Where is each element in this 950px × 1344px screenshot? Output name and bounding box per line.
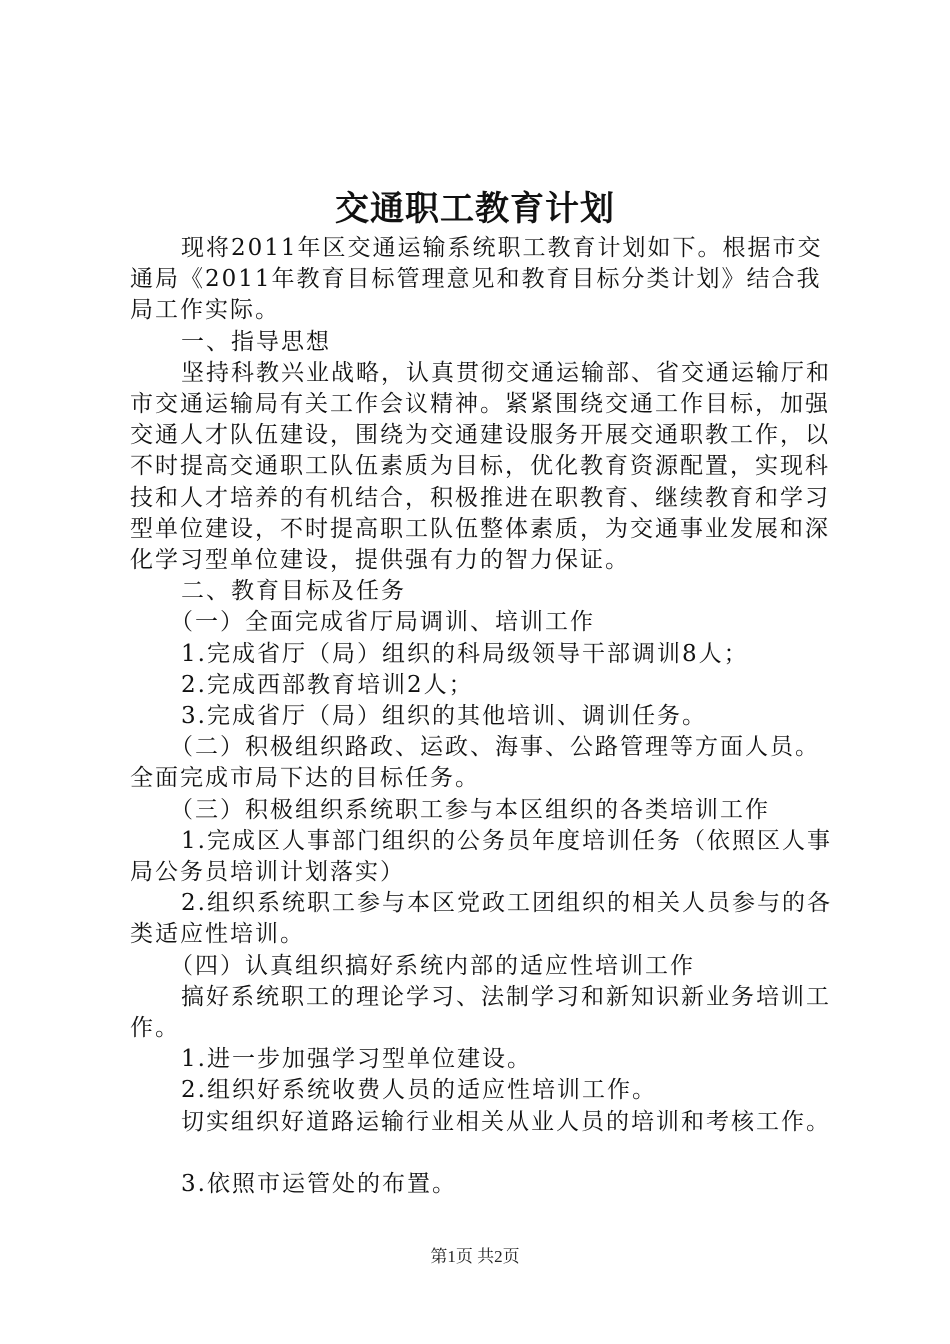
list-item: 2.组织好系统收费人员的适应性培训工作。	[181, 1077, 657, 1104]
list-item: 2.组织系统职工参与本区党政工团组织的相关人员参与的各类适应性培训。	[130, 890, 832, 948]
guiding-thought-paragraph: 坚持科教兴业战略，认真贯彻交通运输部、省交通运输厅和市交通运输局有关工作会议精神。紧紧围绕交通工作目标，加强交通人才队伍建设，围绕为交通建设服务开展交通职教工作，以不时提高交通职工队伍素质为目标，优化教育资源配置，实现科技和人才培养的有机结合，积极推进在职教育、继续教育和学习型单位建设，不时提高职工队伍整体素质，为交通事业发展和深化学习型单位建设，提供强有力的智力保证。	[130, 359, 831, 574]
list-item: 3.完成省厅（局）组织的其他培训、调训任务。	[181, 703, 707, 730]
list-item: 1.完成省厅（局）组织的科局级领导干部调训8人；	[181, 640, 749, 667]
blank-line	[130, 1138, 835, 1169]
subsection-heading-4: （四）认真组织搞好系统内部的适应性培训工作	[170, 952, 695, 979]
section-heading-1: 一、指导思想	[181, 328, 331, 355]
subsection-heading-2: （二）积极组织路政、运政、海事、公路管理等方面人员。全面完成市局下达的目标任务。	[130, 734, 820, 792]
section-heading-2: 二、教育目标及任务	[181, 578, 406, 605]
list-item: 1.完成区人事部门组织的公务员年度培训任务（依照区人事局公务员培训计划落实）	[130, 827, 832, 886]
list-item: 2.完成西部教育培训2人；	[181, 671, 474, 698]
document-body	[130, 233, 835, 1200]
intro-paragraph: 现将2011年区交通运输系统职工教育计划如下。根据市交通局《2011年教育目标管理意见和教育目标分类计划》结合我局工作实际。	[130, 235, 823, 324]
document-title: 交通职工教育计划	[335, 189, 615, 229]
transport-training-paragraph: 切实组织好道路运输行业相关从业人员的培训和考核工作。	[181, 1108, 831, 1135]
training-paragraph: 搞好系统职工的理论学习、法制学习和新知识新业务培训工作。	[130, 983, 831, 1042]
subsection-heading-3: （三）积极组织系统职工参与本区组织的各类培训工作	[170, 796, 770, 823]
list-item: 1.进一步加强学习型单位建设。	[181, 1046, 532, 1073]
list-item: 3.依照市运管处的布置。	[181, 1171, 457, 1198]
subsection-heading-1: （一）全面完成省厅局调训、培训工作	[170, 609, 595, 636]
page-footer: 第1页 共2页	[430, 1247, 520, 1266]
